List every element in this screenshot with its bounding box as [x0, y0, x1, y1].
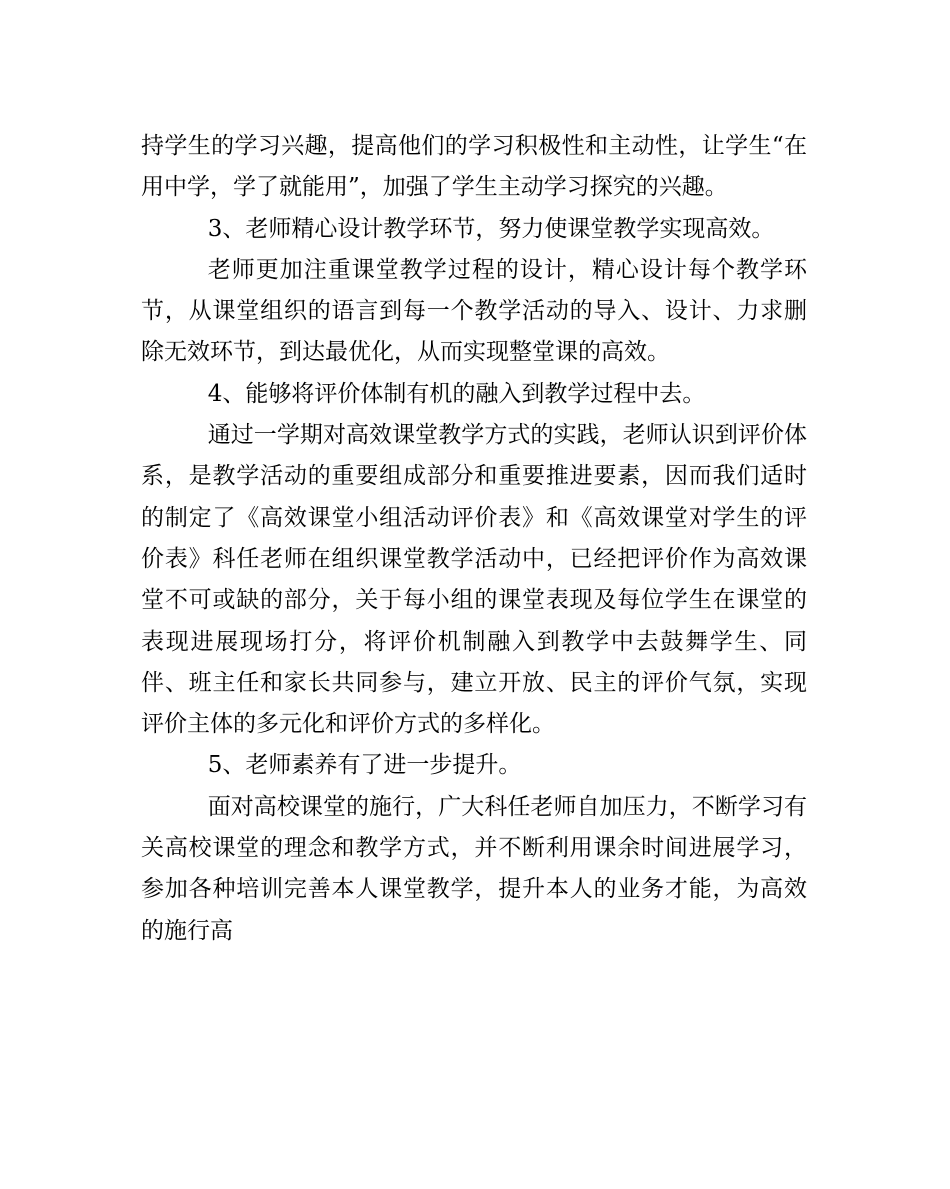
paragraph-heading-3: 3、老师精心设计教学环节，努力使课堂教学实现高效。 — [207, 215, 775, 242]
paragraph-body-3: 老师更加注重课堂教学过程的设计，精心设计每个教学环节，从课堂组织的语言到每一个教学活动的导入、设计、力求删除无效环节，到达最优化，从而实现整堂课的高效。 — [141, 256, 807, 366]
paragraph-body-4: 通过一学期对高效课堂教学方式的实践，老师认识到评价体系，是教学活动的重要组成部分和重要推进要素，因而我们适时的制定了《高效课堂小组活动评价表》和《高效课堂对学生的评价表》科任老师在组织课堂教学活动中，已经把评价作为高效课堂不可或缺的部分，关于每小组的课堂表现及每位学生在课堂的表现进展现场打分，将评价机制融入到教学中去鼓舞学生、同伴、班主任和家长共同参与，建立开放、民主的评价气氛，实现评价主体的多元化和评价方式的多样化。 — [141, 422, 807, 738]
paragraph-heading-5: 5、老师素养有了进一步提升。 — [207, 752, 522, 779]
paragraph-continuation: 持学生的学习兴趣，提高他们的学习积极性和主动性，让学生“在用中学，学了就能用”，加强了学生主动学习探究的兴趣。 — [141, 133, 807, 201]
paragraph-body-5: 面对高校课堂的施行，广大科任老师自加压力，不断学习有关高校课堂的理念和教学方式，并不断利用课余时间进展学习，参加各种培训完善本人课堂教学，提升本人的业务才能，为高效的施行高 — [141, 793, 807, 944]
paragraph-heading-4: 4、能够将评价体制有机的融入到教学过程中去。 — [207, 380, 706, 407]
document-body — [141, 126, 807, 952]
